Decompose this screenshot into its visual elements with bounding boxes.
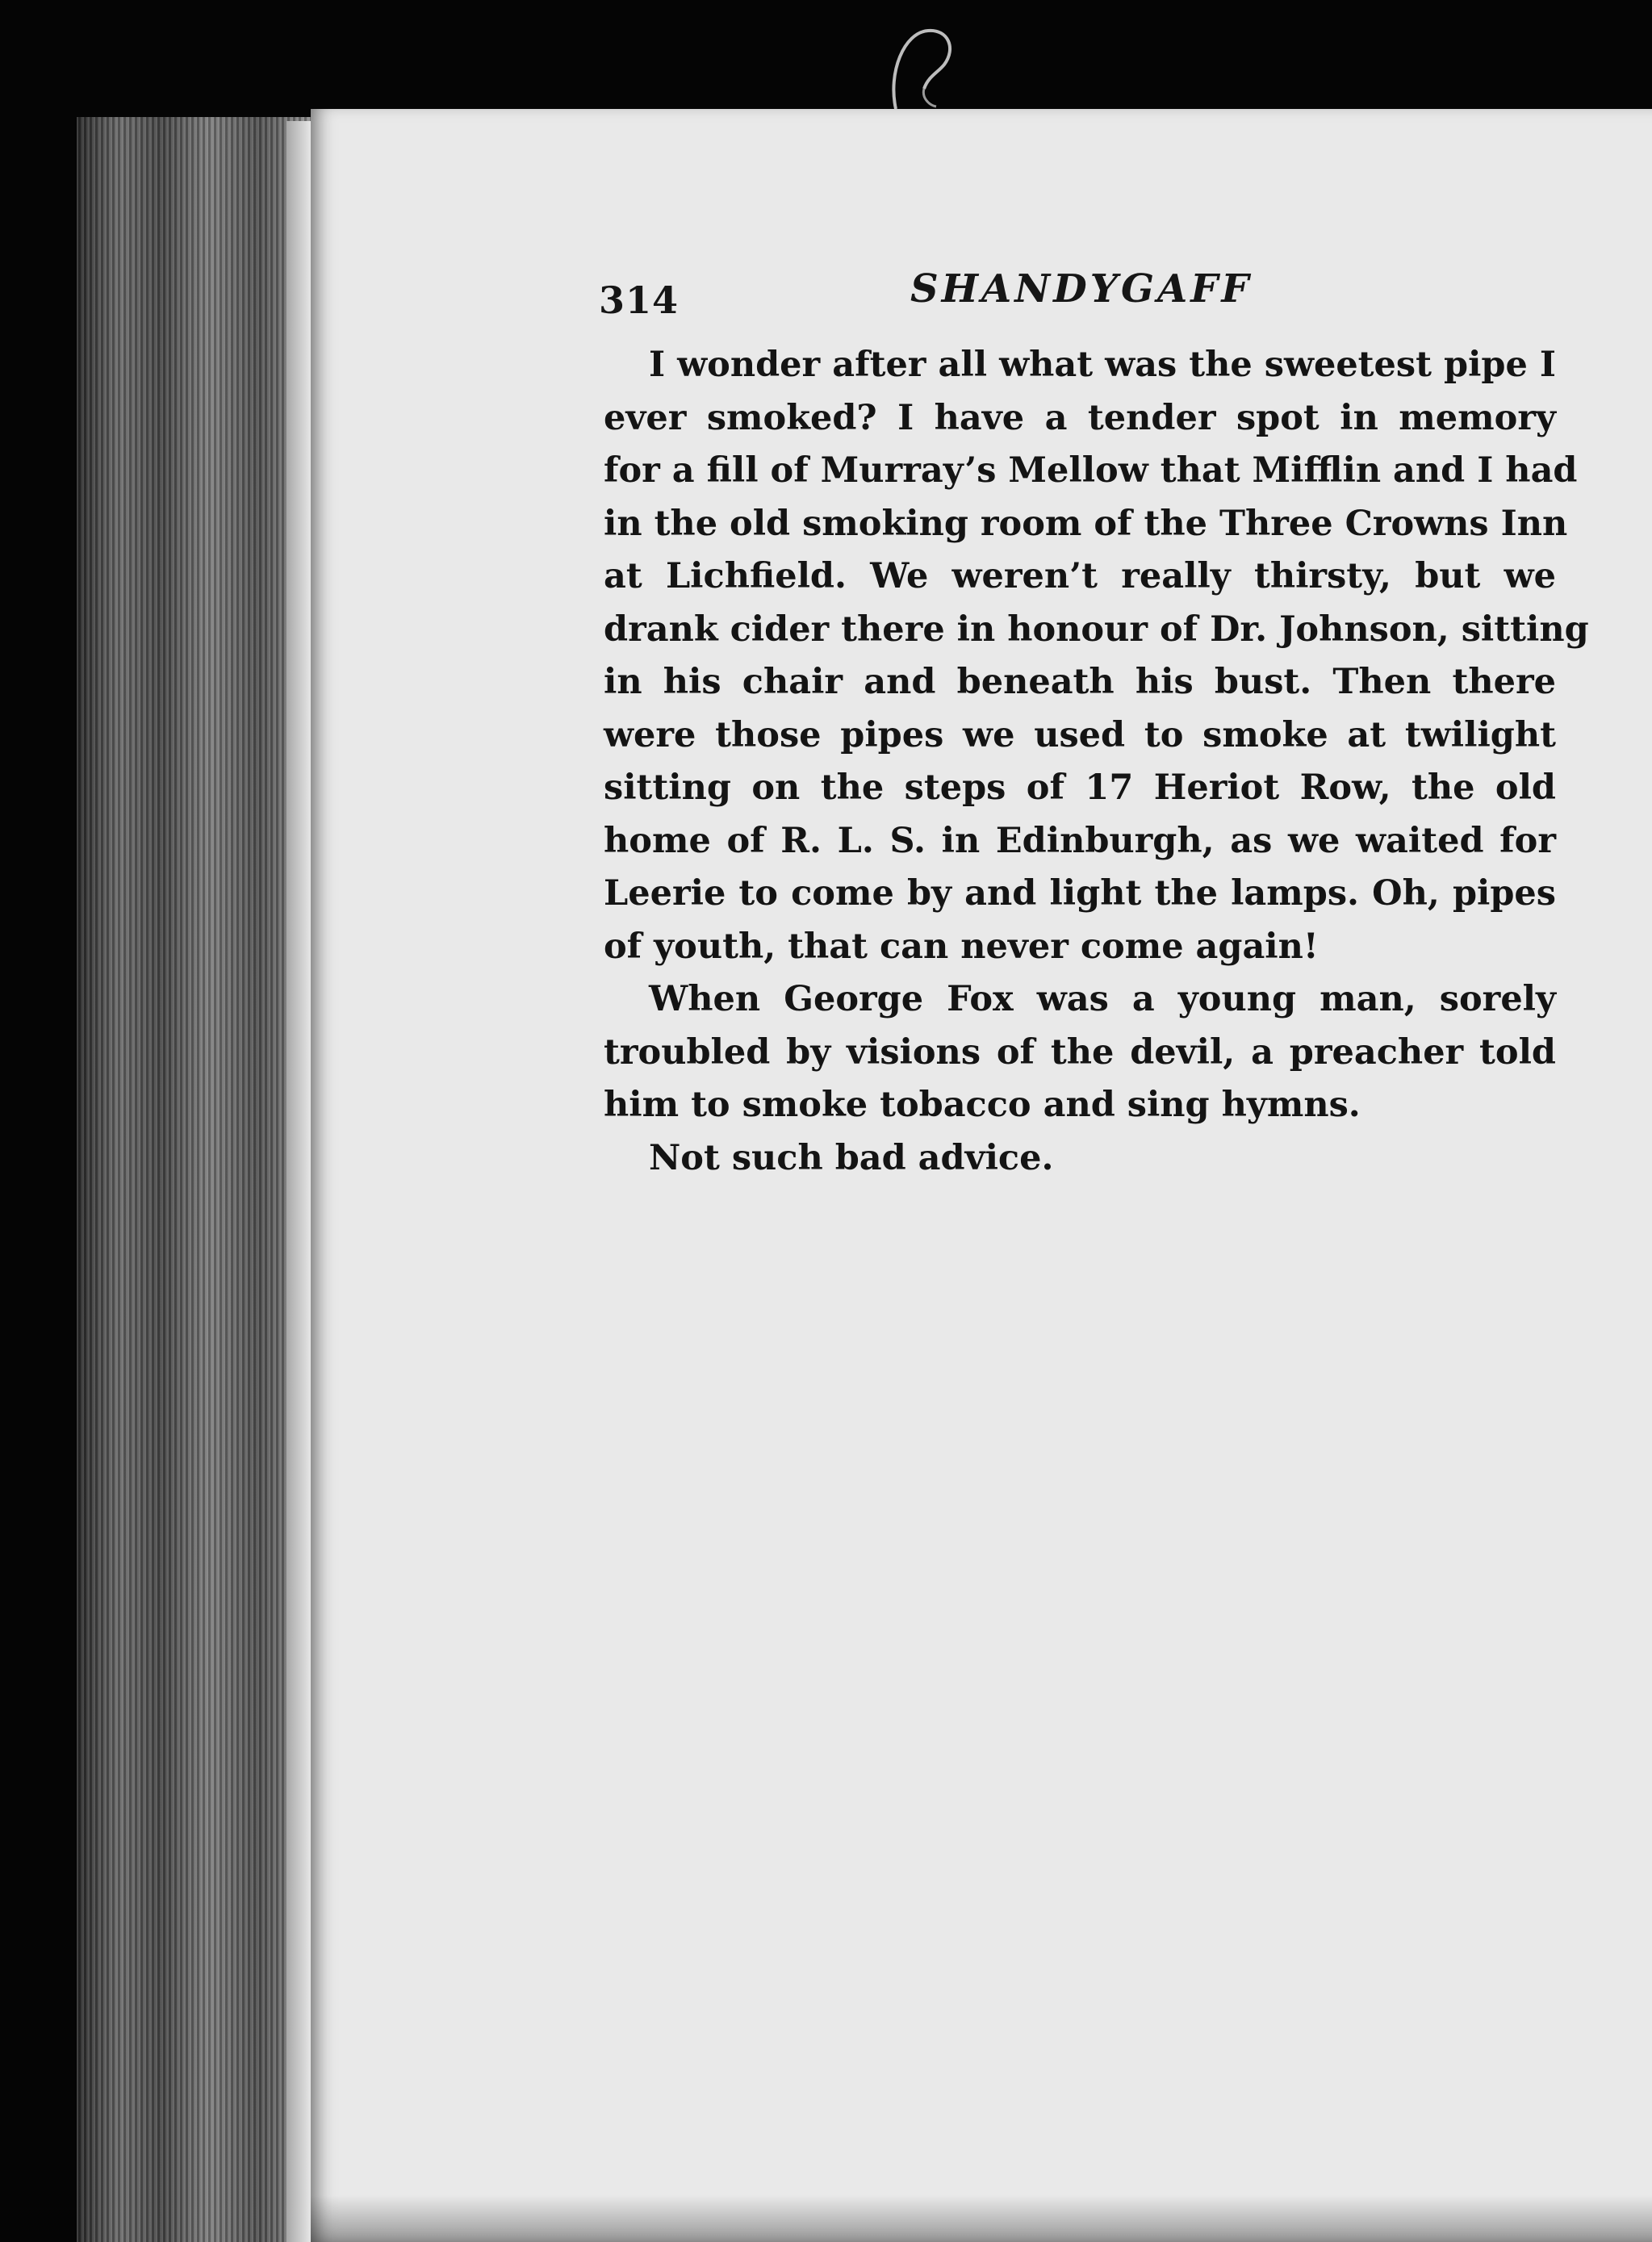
text-line: him to smoke tobacco and sing hymns. <box>604 1085 1361 1125</box>
text-line: Leerie to come by and light the lamps. Oh, pipes <box>604 873 1556 914</box>
page-edge-strip <box>286 121 311 2242</box>
book-page-edges <box>77 117 319 2242</box>
text-line: were those pipes we used to smoke at twilight <box>604 714 1556 755</box>
text-line: home of R. L. S. in Edinburgh, as we waited for <box>604 820 1556 861</box>
text-line: for a fill of Murray’s Mellow that Mifflin and I had <box>604 450 1578 491</box>
body-text <box>604 339 1589 1185</box>
text-line: sitting on the steps of 17 Heriot Row, the old <box>604 768 1556 808</box>
scanner-hook-icon <box>880 16 977 113</box>
text-line: Not such bad advice. <box>649 1137 1054 1178</box>
text-line: of youth, that can never come again! <box>604 926 1319 967</box>
text-line: troubled by visions of the devil, a preacher told <box>604 1031 1556 1073</box>
page-number: 314 <box>599 278 680 322</box>
text-line: I wonder after all what was the sweetest pipe I <box>649 345 1556 385</box>
text-line: in the old smoking room of the Three Crowns Inn <box>604 503 1568 544</box>
running-title: SHANDYGAFF <box>910 266 1253 312</box>
page-bottom-shadow <box>311 2195 1652 2242</box>
text-line: When George Fox was a young man, sorely <box>649 979 1556 1019</box>
text-line: drank cider there in honour of Dr. Johnson, sitting <box>604 609 1589 650</box>
text-line: at Lichfield. We weren’t really thirsty, but we <box>604 556 1556 596</box>
text-line: in his chair and beneath his bust. Then there <box>604 662 1556 702</box>
text-line: ever smoked? I have a tender spot in memory <box>604 397 1556 438</box>
